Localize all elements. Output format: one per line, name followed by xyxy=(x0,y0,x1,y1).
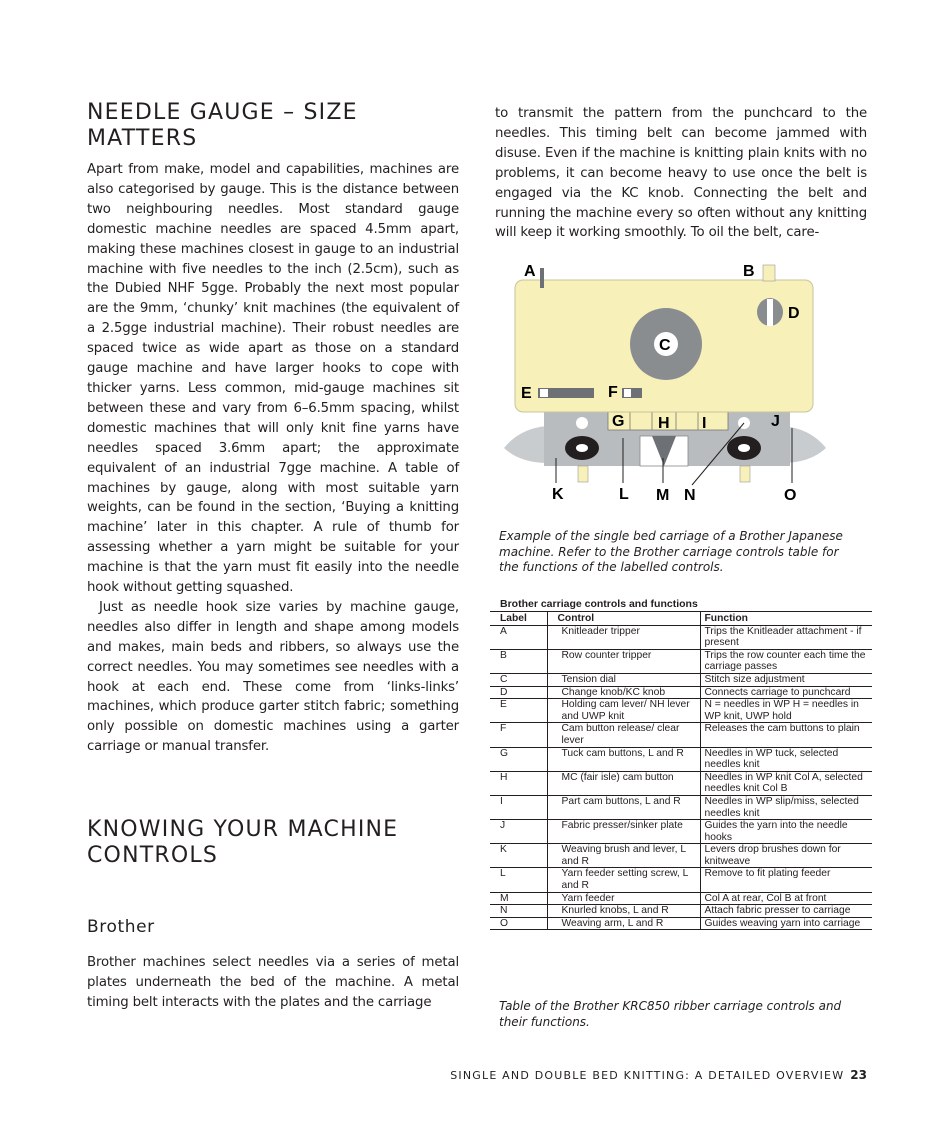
cell-label: F xyxy=(490,723,547,747)
cell-control: Tension dial xyxy=(547,673,700,686)
cell-function: Needles in WP knit Col A, selected needles knit Col B xyxy=(700,771,872,795)
running-footer xyxy=(450,1068,867,1082)
cell-label: C xyxy=(490,673,547,686)
table-caption: Table of the Brother KRC850 ribber carriage controls and their functions. xyxy=(499,999,842,1029)
table-row xyxy=(490,686,872,699)
label-b: B xyxy=(743,263,755,280)
table-row xyxy=(490,917,872,930)
cell-label: L xyxy=(490,868,547,892)
left-column xyxy=(87,100,459,1013)
cell-function: Trips the Knitleader attachment - if present xyxy=(700,625,872,649)
knurled-knob-left xyxy=(576,417,588,429)
table-row xyxy=(490,820,872,844)
table-header-row xyxy=(490,612,872,626)
cell-control: Knitleader tripper xyxy=(547,625,700,649)
subheading-brother: Brother xyxy=(87,917,155,938)
header-control: Control xyxy=(547,612,700,626)
cell-control: Knurled knobs, L and R xyxy=(547,905,700,918)
cell-control: Weaving brush and lever, L and R xyxy=(547,844,700,868)
cell-function: Col A at rear, Col B at front xyxy=(700,892,872,905)
footer-title: SINGLE AND DOUBLE BED KNITTING: A DETAILED OVERVIEW xyxy=(450,1069,845,1082)
table-body xyxy=(490,625,872,930)
carriage-diagram xyxy=(500,258,840,508)
cell-label: M xyxy=(490,892,547,905)
cell-function: Remove to fit plating feeder xyxy=(700,868,872,892)
cell-control: Yarn feeder xyxy=(547,892,700,905)
heading-machine-controls: KNOWING YOUR MACHINE CONTROLS xyxy=(87,817,399,869)
cell-label: O xyxy=(490,917,547,930)
table-row xyxy=(490,892,872,905)
table-title: Brother carriage controls and functions xyxy=(500,598,698,610)
page-number: 23 xyxy=(850,1068,867,1082)
label-a: A xyxy=(524,263,536,280)
cell-control: Part cam buttons, L and R xyxy=(547,795,700,819)
cell-label: E xyxy=(490,699,547,723)
label-i: I xyxy=(702,415,707,432)
cell-control: Change knob/KC knob xyxy=(547,686,700,699)
cell-control: Weaving arm, L and R xyxy=(547,917,700,930)
table-row xyxy=(490,905,872,918)
table-row xyxy=(490,771,872,795)
controls-table xyxy=(490,611,872,930)
paragraph-brother: Brother machines select needles via a series of metal plates underneath the bed of the machine. A metal timing belt interacts with the plates and the carriage xyxy=(87,955,459,1010)
cell-function: Levers drop brushes down for knitweave xyxy=(700,844,872,868)
paragraph-needles: Just as needle hook size varies by machine gauge, needles also differ in length and shape among models and makes, main beds and ribbers, so always use the correct needles. You may sometimes see needles with a hook at each end. These come from ‘links-links’ machines, which produce garter stitch fabric; something only possible on domestic machines using a garter carriage or manual transfer. xyxy=(87,599,459,755)
knitleader-tripper xyxy=(540,268,544,288)
table-row xyxy=(490,649,872,673)
right-column xyxy=(495,104,867,243)
cell-function: Needles in WP tuck, selected needles knit xyxy=(700,747,872,771)
label-j: J xyxy=(771,413,780,430)
label-h: H xyxy=(658,415,670,432)
label-f: F xyxy=(608,384,618,401)
header-function: Function xyxy=(700,612,872,626)
label-d: D xyxy=(788,305,800,322)
label-m: M xyxy=(656,487,670,504)
table-row xyxy=(490,868,872,892)
table-row xyxy=(490,699,872,723)
cell-label: I xyxy=(490,795,547,819)
cell-function: Trips the row counter each time the carriage passes xyxy=(700,649,872,673)
cell-function: Releases the cam buttons to plain xyxy=(700,723,872,747)
cell-label: H xyxy=(490,771,547,795)
header-label: Label xyxy=(490,612,547,626)
table-row xyxy=(490,844,872,868)
cell-label: A xyxy=(490,625,547,649)
heading-needle-gauge: NEEDLE GAUGE – SIZE MATTERS xyxy=(87,100,358,151)
cell-function: Connects carriage to punchcard xyxy=(700,686,872,699)
row-counter-tripper xyxy=(763,265,775,281)
controls-table-wrapper xyxy=(490,598,872,930)
cell-label: B xyxy=(490,649,547,673)
cell-control: Yarn feeder setting screw, L and R xyxy=(547,868,700,892)
cell-control: MC (fair isle) cam button xyxy=(547,771,700,795)
cell-label: N xyxy=(490,905,547,918)
cell-control: Cam button release/ clear lever xyxy=(547,723,700,747)
label-c: C xyxy=(659,337,671,354)
label-n: N xyxy=(684,487,696,504)
label-k: K xyxy=(552,486,564,503)
cell-function: N = needles in WP H = needles in WP knit, UWP hold xyxy=(700,699,872,723)
label-l: L xyxy=(619,486,629,503)
table-row xyxy=(490,747,872,771)
label-o: O xyxy=(784,487,797,504)
cell-function: Guides weaving yarn into carriage xyxy=(700,917,872,930)
cell-function: Attach fabric presser to carriage xyxy=(700,905,872,918)
weaving-arm-left xyxy=(504,426,548,463)
table-row xyxy=(490,625,872,649)
cell-function: Guides the yarn into the needle hooks xyxy=(700,820,872,844)
cell-label: K xyxy=(490,844,547,868)
cell-control: Holding cam lever/ NH lever and UWP knit xyxy=(547,699,700,723)
cell-label: G xyxy=(490,747,547,771)
paragraph-gauge: Apart from make, model and capabilities, machines are also categorised by gauge. This is the distance between two neighbouring needles. Most standard gauge domestic machine needles are spaced 4.5mm apart, making these machines closest in gauge to an industrial machine with five needles to the inch (2.5cm), such as the Dubied NHF 5gge. Probably the next most popular are the 9mm, ‘chunky’ knit machines (the equivalent of a 2.5gge industrial machine). Their robust needles are spaced twice as wide apart as those on a standard gauge machine and have larger hooks to cope with thicker yarns. Less common, mid-gauge machines sit between these and vary from 6–6.5mm spacing, whilst domestic machines that will only knit fine yarns have needles spaced 3.6mm apart; the approximate equivalent of an industrial 7gge machine. A table of machines by gauge, along with most suitable yarn weights, can be found in the section, ‘Buying a knitting machine’ later in this chapter. A rule of thumb for assessing whether a yarn might be suitable for your machine is that the yarn must fit easily into the needle hook without getting squashed. xyxy=(87,162,459,596)
cell-function: Needles in WP slip/miss, selected needles knit xyxy=(700,795,872,819)
cell-label: D xyxy=(490,686,547,699)
cell-function: Stitch size adjustment xyxy=(700,673,872,686)
table-row xyxy=(490,723,872,747)
table-row xyxy=(490,673,872,686)
cell-control: Fabric presser/sinker plate xyxy=(547,820,700,844)
diagram-caption: Example of the single bed carriage of a Brother Japanese machine. Refer to the Brother carriage controls table for the functions of the labelled controls. xyxy=(499,529,843,574)
paragraph-timing-belt: to transmit the pattern from the punchcard to the needles. This timing belt can become jammed with disuse. Even if the machine is knitting plain knits with no problems, it can become heavy to use once the belt is engaged via the KC knob. Connecting the belt and running the machine every so often without any knitting will keep it working smoothly. To oil the belt, care- xyxy=(495,106,867,241)
cell-label: J xyxy=(490,820,547,844)
table-row xyxy=(490,795,872,819)
label-e: E xyxy=(521,385,532,402)
label-g: G xyxy=(612,413,625,430)
cell-control: Row counter tripper xyxy=(547,649,700,673)
cell-control: Tuck cam buttons, L and R xyxy=(547,747,700,771)
